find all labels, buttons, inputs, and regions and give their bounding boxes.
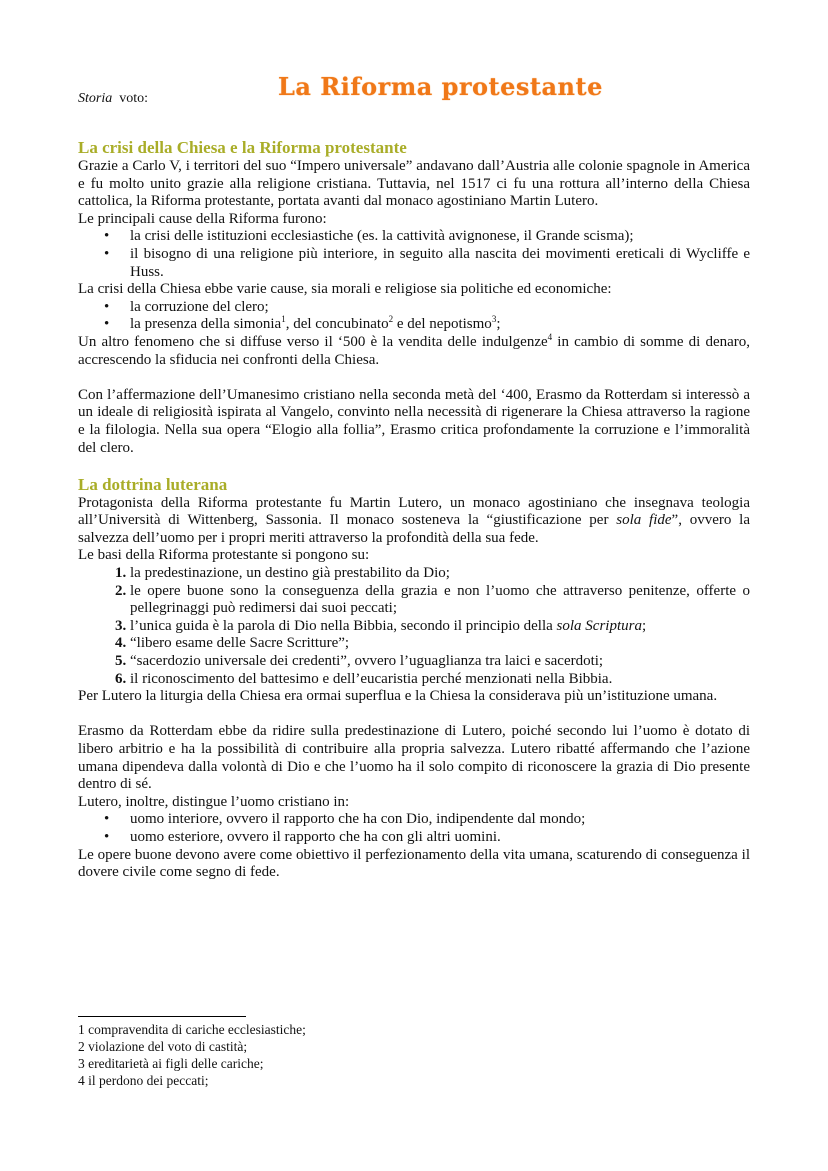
footnotes xyxy=(78,1016,306,1089)
paragraph xyxy=(78,495,750,548)
document-page xyxy=(78,72,751,882)
subject-line xyxy=(78,90,148,108)
paragraph: La crisi della Chiesa ebbe varie cause, sia morali e religiose sia politiche ed economiche: xyxy=(78,281,612,298)
list-item: • la corruzione del clero; xyxy=(130,299,750,317)
text: e del nepotismo xyxy=(393,316,492,333)
numbered-list xyxy=(78,565,750,688)
list-item: • uomo esteriore, ovvero il rapporto che ha con gli altri uomini. xyxy=(130,829,750,847)
footnote-ref: 1 xyxy=(281,314,286,325)
paragraph xyxy=(78,331,750,369)
paragraph: Le opere buone devono avere come obiettivo il perfezionamento della vita umana, scaturendo di conseguenza il dovere civile come segno di fede. xyxy=(78,846,750,881)
bullet-list xyxy=(78,228,750,281)
bullet-list xyxy=(78,811,750,846)
list-item: • uomo interiore, ovvero il rapporto che ha con Dio, indipendente dal mondo; xyxy=(130,811,750,829)
footnote: 4 il perdono dei peccati; xyxy=(78,1073,209,1088)
list-item xyxy=(130,316,750,334)
list-item: • il bisogno di una religione più interiore, in seguito alla nascita dei movimenti ereticali di Wycliffe e Huss. xyxy=(130,246,750,281)
italic-text: sola Scriptura xyxy=(556,617,642,634)
list-item: • la crisi delle istituzioni ecclesiastiche (es. la cattività avignonese, il Grande scisma); xyxy=(130,228,750,246)
list-item: 1. la predestinazione, un destino già prestabilito da Dio; xyxy=(130,565,750,583)
text: ; xyxy=(496,316,501,333)
paragraph: Per Lutero la liturgia della Chiesa era ormai superflua e la Chiesa la considerava più un’istituzione umana. xyxy=(78,688,718,705)
paragraph: Le basi della Riforma protestante si pongono su: xyxy=(78,547,370,564)
footnote: 2 violazione del voto di castità; xyxy=(78,1039,248,1054)
grade-label: voto: xyxy=(119,91,149,106)
section-heading: La dottrina luterana xyxy=(78,474,228,494)
bullet-list xyxy=(78,299,750,334)
footnote-separator xyxy=(78,1016,246,1017)
header xyxy=(78,72,750,118)
paragraph: Erasmo da Rotterdam ebbe da ridire sulla predestinazione di Lutero, poiché secondo lui l’uomo è dotato di libero arbitrio e ha la possibilità di contribuire alla propria salvezza. Lutero ribatté affermando che l’azione umana dipendeva dalla volontà di Dio e che l’uomo ha il solo compito di riconoscere la grazia di Dio presente dentro di sé. xyxy=(78,723,750,793)
paragraph: Le principali cause della Riforma furono: xyxy=(78,210,327,227)
text: , del concubinato xyxy=(285,316,389,333)
text: Un altro fenomeno che si diffuse verso il ‘500 è la vendita delle indulgenze xyxy=(78,333,548,350)
text: ”, ovvero la salvezza dell’uomo per i propri meriti attraverso la profondità della sua fede. xyxy=(78,512,751,546)
text: in cambio di somme di denaro, accrescendo la sfiducia nei confronti della Chiesa. xyxy=(78,333,750,368)
paragraph: Con l’affermazione dell’Umanesimo cristiano nella seconda metà del ‘400, Erasmo da Rotterdam si interessò a un ideale di religiosità ispirata al Vangelo, convinto nella necessità di rigenerare la Chiesa attraverso la ragione e la filologia. Nella sua opera “Elogio alla follia”, Erasmo critica profondamente la corruzione e l’immoralità del clero. xyxy=(78,386,750,456)
text: ; xyxy=(641,617,647,634)
paragraph: Grazie a Carlo V, i territori del suo “Impero universale” andavano dall’Austria alle colonie spagnole in America e fu molto unito grazie alla religione cristiana. Tuttavia, nel 1517 ci fu una rottura all’interno della Chiesa cattolica, la Riforma protestante, portata avanti dal monaco agostiniano Martin Lutero. xyxy=(78,158,750,210)
list-item: 5. “sacerdozio universale dei credenti”, ovvero l’uguaglianza tra laici e sacerdoti; xyxy=(130,653,750,671)
text: l’unica guida è la parola di Dio nella Bibbia, secondo il principio della xyxy=(130,617,557,634)
footnote-ref: 4 xyxy=(547,331,553,342)
section-heading: La crisi della Chiesa e la Riforma protestante xyxy=(78,138,407,157)
page-title: La Riforma protestante xyxy=(278,72,603,101)
text: la presenza della simonia xyxy=(130,316,282,333)
list-item: 2. le opere buone sono la conseguenza della grazia e non l’uomo che attraverso penitenze, offerte o pellegrinaggi può redimersi dai suoi peccati; xyxy=(130,583,750,618)
text: Protagonista della Riforma protestante fu Martin Lutero, un monaco agostiniano che insegnava teologia all’Università di Wittenberg, Sassonia. Il monaco sosteneva la “giustificazione per xyxy=(78,494,750,529)
italic-text: sola fide xyxy=(616,512,672,529)
list-item: 6. il riconoscimento del battesimo e dell’eucaristia perché menzionati nella Bibbia. xyxy=(130,671,750,689)
paragraph: Lutero, inoltre, distingue l’uomo cristiano in: xyxy=(78,793,350,810)
list-item xyxy=(130,618,750,636)
footnote: 3 ereditarietà ai figli delle cariche; xyxy=(78,1056,264,1071)
footnote-ref: 2 xyxy=(388,314,394,325)
subject: Storia xyxy=(78,91,113,106)
list-item: 4. “libero esame delle Sacre Scritture”; xyxy=(130,635,750,653)
footnote: 1 compravendita di cariche ecclesiastiche; xyxy=(78,1022,306,1037)
footnote-ref: 3 xyxy=(491,314,497,325)
